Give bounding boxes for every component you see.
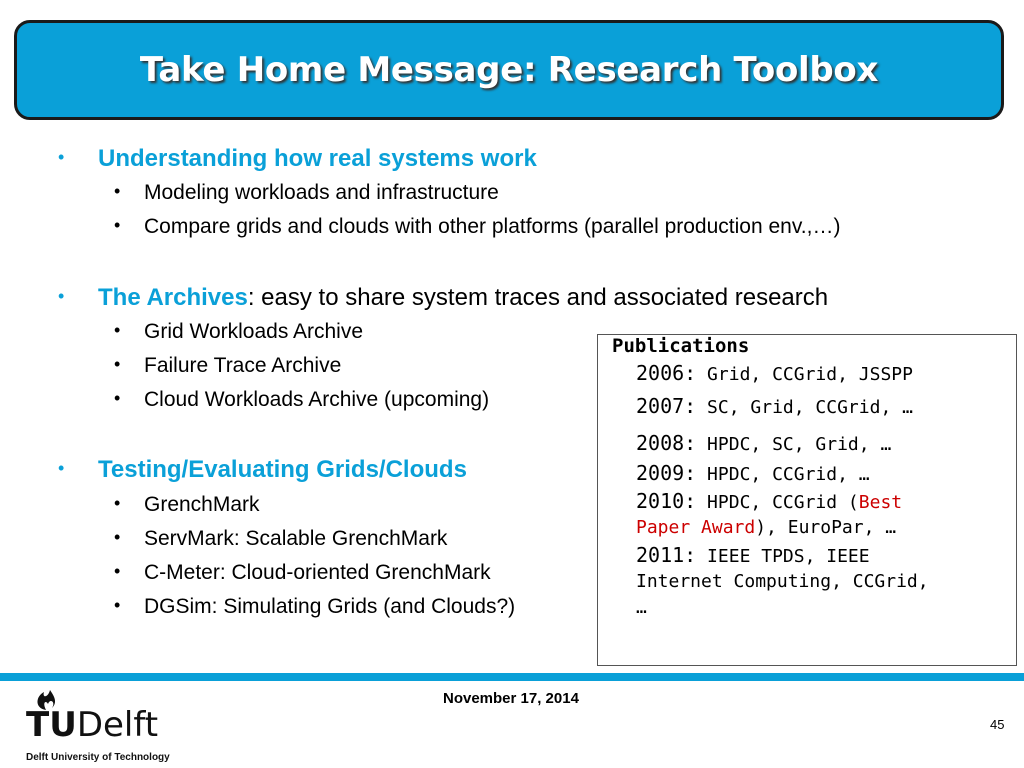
sub-bullet: • GrenchMark — [114, 493, 260, 516]
pub-line-2007: 2007: SC, Grid, CCGrid, … — [636, 394, 913, 418]
pub-line-2011-cont: Internet Computing, CCGrid, — [636, 571, 929, 592]
bullet-archives — [58, 284, 829, 312]
title-banner — [14, 20, 1004, 120]
sub-bullet: • C-Meter: Cloud-oriented GrenchMark — [114, 561, 491, 584]
bullet-dot: • — [58, 147, 65, 167]
sub-bullet: • Grid Workloads Archive — [114, 320, 364, 343]
bullet-dot: • — [58, 458, 65, 478]
pub-line-2006: 2006: Grid, CCGrid, JSSPP — [636, 361, 913, 385]
bullet-highlight: Understanding how real systems work — [98, 145, 537, 172]
bullet-understanding — [58, 145, 537, 173]
bullet-highlight: Testing/Evaluating Grids/Clouds — [98, 456, 467, 483]
sub-bullet: • Cloud Workloads Archive (upcoming) — [114, 388, 490, 411]
sub-bullet: • ServMark: Scalable GrenchMark — [114, 527, 448, 550]
tudelft-logo: TUDelft — [26, 705, 159, 745]
pub-line-2010-cont: Paper Award), EuroPar, … — [636, 517, 897, 538]
bullet-dot: • — [58, 286, 65, 306]
bullet-highlight: The Archives — [98, 284, 248, 311]
footer-bar — [0, 673, 1024, 681]
pub-line-2011-cont2: … — [636, 597, 647, 618]
sub-bullet: • DGSim: Simulating Grids (and Clouds?) — [114, 595, 516, 618]
pub-line-2009: 2009: HPDC, CCGrid, … — [636, 461, 870, 485]
page-number: 45 — [990, 717, 1005, 732]
sub-bullet: • Compare grids and clouds with other platforms (parallel production env.,…) — [114, 215, 841, 238]
slide-date: November 17, 2014 — [443, 690, 579, 707]
slide-title: Take Home Message: Research Toolbox — [139, 50, 879, 90]
bullet-rest: : easy to share system traces and associated research — [247, 284, 829, 311]
tudelft-subtitle: Delft University of Technology — [26, 752, 170, 763]
sub-bullet: • Failure Trace Archive — [114, 354, 342, 377]
publications-box — [597, 334, 1017, 666]
pub-line-2008: 2008: HPDC, SC, Grid, … — [636, 431, 892, 455]
bullet-testing — [58, 456, 467, 484]
publications-title: Publications — [612, 335, 750, 357]
sub-bullet: • Modeling workloads and infrastructure — [114, 181, 499, 204]
pub-line-2011: 2011: IEEE TPDS, IEEE — [636, 543, 870, 567]
pub-line-2010: 2010: HPDC, CCGrid (Best — [636, 489, 903, 513]
